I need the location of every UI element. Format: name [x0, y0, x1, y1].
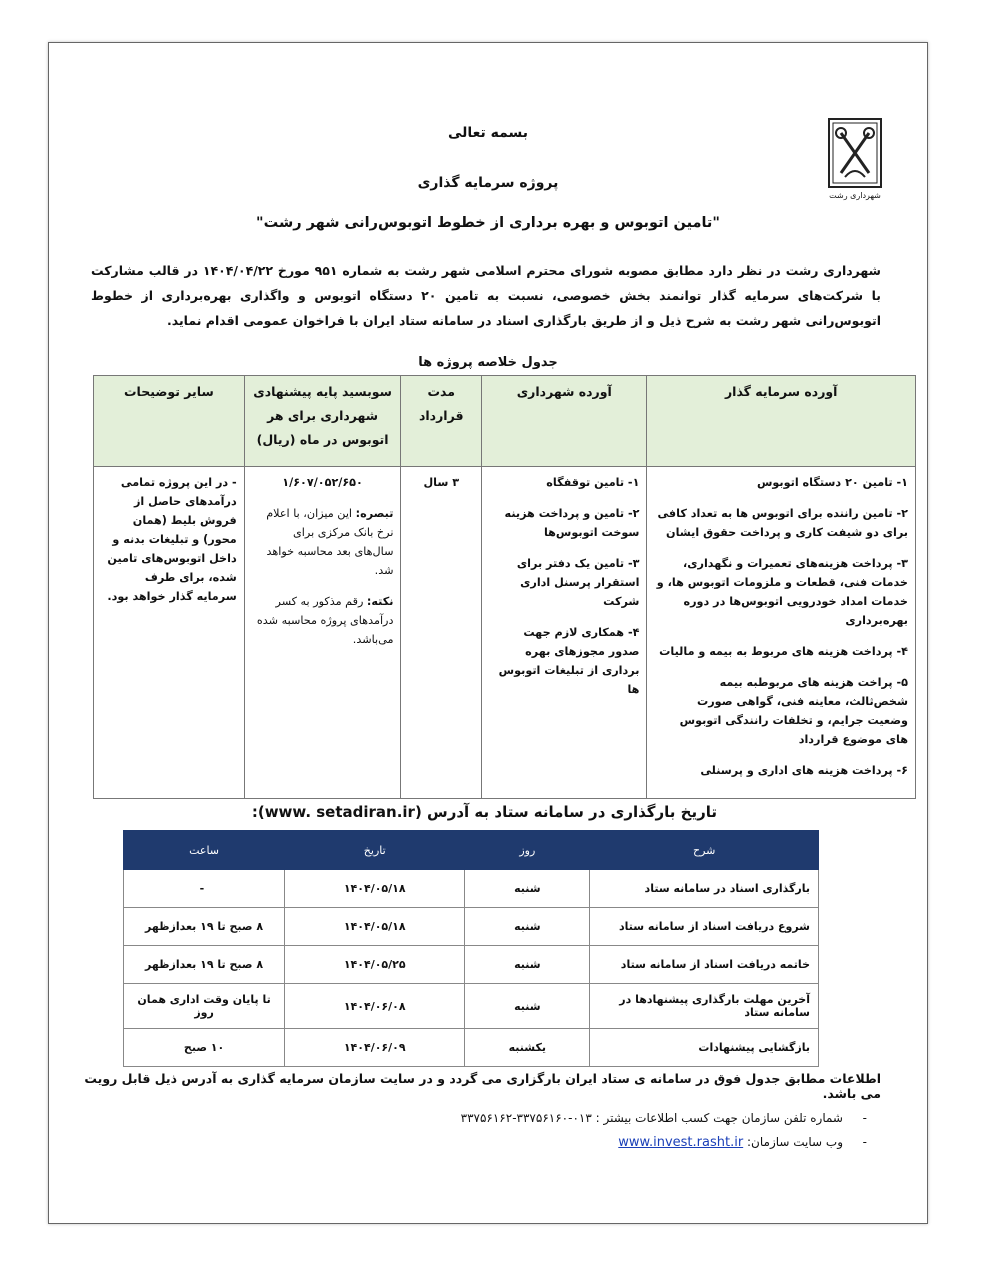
row-day: شنبه [465, 946, 590, 984]
header-municipality: آورده شهرداری [482, 376, 647, 467]
table-row [124, 984, 819, 1029]
row-day: شنبه [465, 870, 590, 908]
header-desc: شرح [590, 831, 819, 870]
subsidy-note-1 [252, 504, 394, 580]
municipality-item: ۴- همکاری لازم جهت صدور مجوزهای بهره برداری از تبلیغات اتوبوس ها [498, 626, 640, 696]
row-time: - [124, 870, 285, 908]
investor-item: ۲- تامین راننده برای اتوبوس ها به تعداد کافی برای دو شیفت کاری و پرداخت حقوق ایشان [657, 507, 908, 539]
row-date: ۱۴۰۴/۰۶/۰۸ [285, 984, 465, 1029]
intro-paragraph: شهرداری رشت در نظر دارد مطابق مصوبه شورای محترم اسلامی شهر رشت به شماره ۹۵۱ مورخ ۱۴۰۴/۰۴/۲۲ در قالب مشارکت با شرکت‌های سرمایه گذار توانمند بخش خصوصی، نسبت به تامین ۲۰ دستگاه اتوبوس و واگذاری بهره‌برداری از خطوط اتوبوس‌رانی شهر رشت به شرح ذیل و از طریق بارگذاری اسناد در سامانه ستاد ایران با فراخوان عمومی اقدام نماید. [91, 263, 882, 328]
note-label: تبصره: [355, 507, 394, 520]
note-text: این میزان، با اعلام نرخ بانک مرکزی برای سال‌های بعد محاسبه خواهد شد. [266, 507, 394, 577]
setadiran-url: www. setadiran.ir [264, 803, 415, 821]
row-date: ۱۴۰۴/۰۵/۲۵ [285, 946, 465, 984]
header-other: سایر توضیحات [94, 376, 245, 467]
basmala: بسمه تعالی [447, 125, 529, 141]
row-time: تا پایان وقت اداری همان روز [124, 984, 285, 1029]
table-row [124, 908, 819, 946]
row-date: ۱۴۰۴/۰۵/۱۸ [285, 908, 465, 946]
municipality-cell [482, 467, 647, 799]
note-label: نکته: [366, 595, 394, 608]
row-time: ۸ صبح تا ۱۹ بعدازظهر [124, 908, 285, 946]
row-time: ۸ صبح تا ۱۹ بعدازظهر [124, 946, 285, 984]
info-text: اطلاعات مطابق جدول فوق در سامانه ی ستاد ایران بارگزاری می گردد و در سایت سازمان سرمایه گذاری به آدرس ذیل قابل رویت می باشد. [84, 1071, 881, 1101]
investor-item: ۴- پرداخت هزینه های مربوط به بیمه و مالیات [659, 645, 908, 658]
note-text: رقم مذکور به کسر درآمدهای پروژه محاسبه شده می‌باشد. [256, 595, 394, 646]
investor-item: ۳- پرداخت هزینه‌های تعمیرات و نگهداری، خدمات فنی، قطعات و ملزومات اتوبوس ها، و خدمات امداد خودرویی اتوبوس‌ها در دوره بهره‌برداری [656, 557, 908, 627]
row-day: شنبه [465, 984, 590, 1029]
schedule-title [252, 803, 717, 821]
header-date: تاریخ [285, 831, 465, 870]
project-title: "تامین اتوبوس و بهره برداری از خطوط اتوبوس‌رانی شهر رشت" [256, 215, 720, 231]
row-desc: بازگشایی پیشنهادات [590, 1029, 819, 1067]
municipality-item: ۳- تامین یک دفتر برای استقرار پرسنل اداری شرکت [516, 557, 640, 608]
municipality-item: ۲- تامین و پرداخت هزینه سوخت اتوبوس‌ها [504, 507, 640, 539]
summary-table [93, 375, 916, 799]
header-investor: آورده سرمایه گذار [647, 376, 916, 467]
logo-caption: شهرداری رشت [829, 191, 881, 200]
website-link[interactable]: www.invest.rasht.ir [618, 1135, 744, 1150]
row-date: ۱۴۰۴/۰۵/۱۸ [285, 870, 465, 908]
subsidy-note-2 [252, 592, 394, 649]
document-page [48, 42, 928, 1224]
table-row [124, 870, 819, 908]
row-desc: شروع دریافت اسناد از سامانه ستاد [590, 908, 819, 946]
website-label: وب سایت سازمان: [747, 1135, 843, 1149]
schedule-table [123, 830, 819, 1067]
row-desc: آخرین مهلت بارگذاری پیشنهادها در سامانه ستاد [590, 984, 819, 1029]
header-time: ساعت [124, 831, 285, 870]
row-time: ۱۰ صبح [124, 1029, 285, 1067]
other-cell: - در این پروژه تمامی درآمدهای حاصل از فروش بلیط (همان محور) و تبلیغات بدنه و داخل اتوبوس‌های تامین شده، برای طرف سرمایه گذار خواهد بود. [94, 467, 245, 799]
row-day: یکشنبه [465, 1029, 590, 1067]
table-row [124, 1029, 819, 1067]
subsidy-cell [244, 467, 401, 799]
header-subsidy: سوبسید پایه پیشنهادی شهرداری برای هر اتوبوس در ماه (ریال) [244, 376, 401, 467]
footer-info [81, 1071, 881, 1160]
subsidy-amount: ۱/۶۰۷/۰۵۲/۶۵۰ [282, 476, 363, 489]
investor-item: ۶- پرداخت هزینه های اداری و پرسنلی [700, 764, 908, 777]
header-day: روز [465, 831, 590, 870]
schedule-title-text: تاریخ بارگذاری در سامانه ستاد به آدرس ( [414, 803, 717, 821]
summary-header-row [94, 376, 916, 467]
investor-item: ۵- پراخت هزینه های مربوطبه بیمه شخص‌ثالث، معاینه فنی، گواهی صورت وضعیت جرایم، و تخلفات رانندگی اتوبوس های موضوع قرارداد [679, 676, 908, 746]
row-date: ۱۴۰۴/۰۶/۰۹ [285, 1029, 465, 1067]
website-line: -وب سایت سازمان: www.invest.rasht.ir [618, 1135, 867, 1150]
page-title: پروژه سرمایه گذاری [417, 175, 559, 191]
phone-line: -شماره تلفن سازمان جهت کسب اطلاعات بیشتر : ۰۱۳-۳۳۷۵۶۱۶۰-۳۳۷۵۶۱۶۲ [460, 1111, 867, 1125]
row-day: شنبه [465, 908, 590, 946]
header-duration: مدت قرارداد [401, 376, 482, 467]
summary-body-row [94, 467, 916, 799]
schedule-header-row [124, 831, 819, 870]
table-row [124, 946, 819, 984]
investor-cell [647, 467, 916, 799]
municipality-item: ۱- تامین توقفگاه [546, 476, 640, 489]
row-desc: بارگذاری اسناد در سامانه ستاد [590, 870, 819, 908]
summary-table-caption: جدول خلاصه پروژه ها [418, 355, 558, 370]
duration-cell: ۳ سال [401, 467, 482, 799]
phone-text: شماره تلفن سازمان جهت کسب اطلاعات بیشتر : ۰۱۳-۳۳۷۵۶۱۶۰-۳۳۷۵۶۱۶۲ [460, 1111, 843, 1125]
row-desc: خاتمه دریافت اسناد از سامانه ستاد [590, 946, 819, 984]
investor-item: ۱- تامین ۲۰ دستگاه اتوبوس [756, 476, 908, 489]
schedule-title-end: ): [251, 803, 265, 821]
